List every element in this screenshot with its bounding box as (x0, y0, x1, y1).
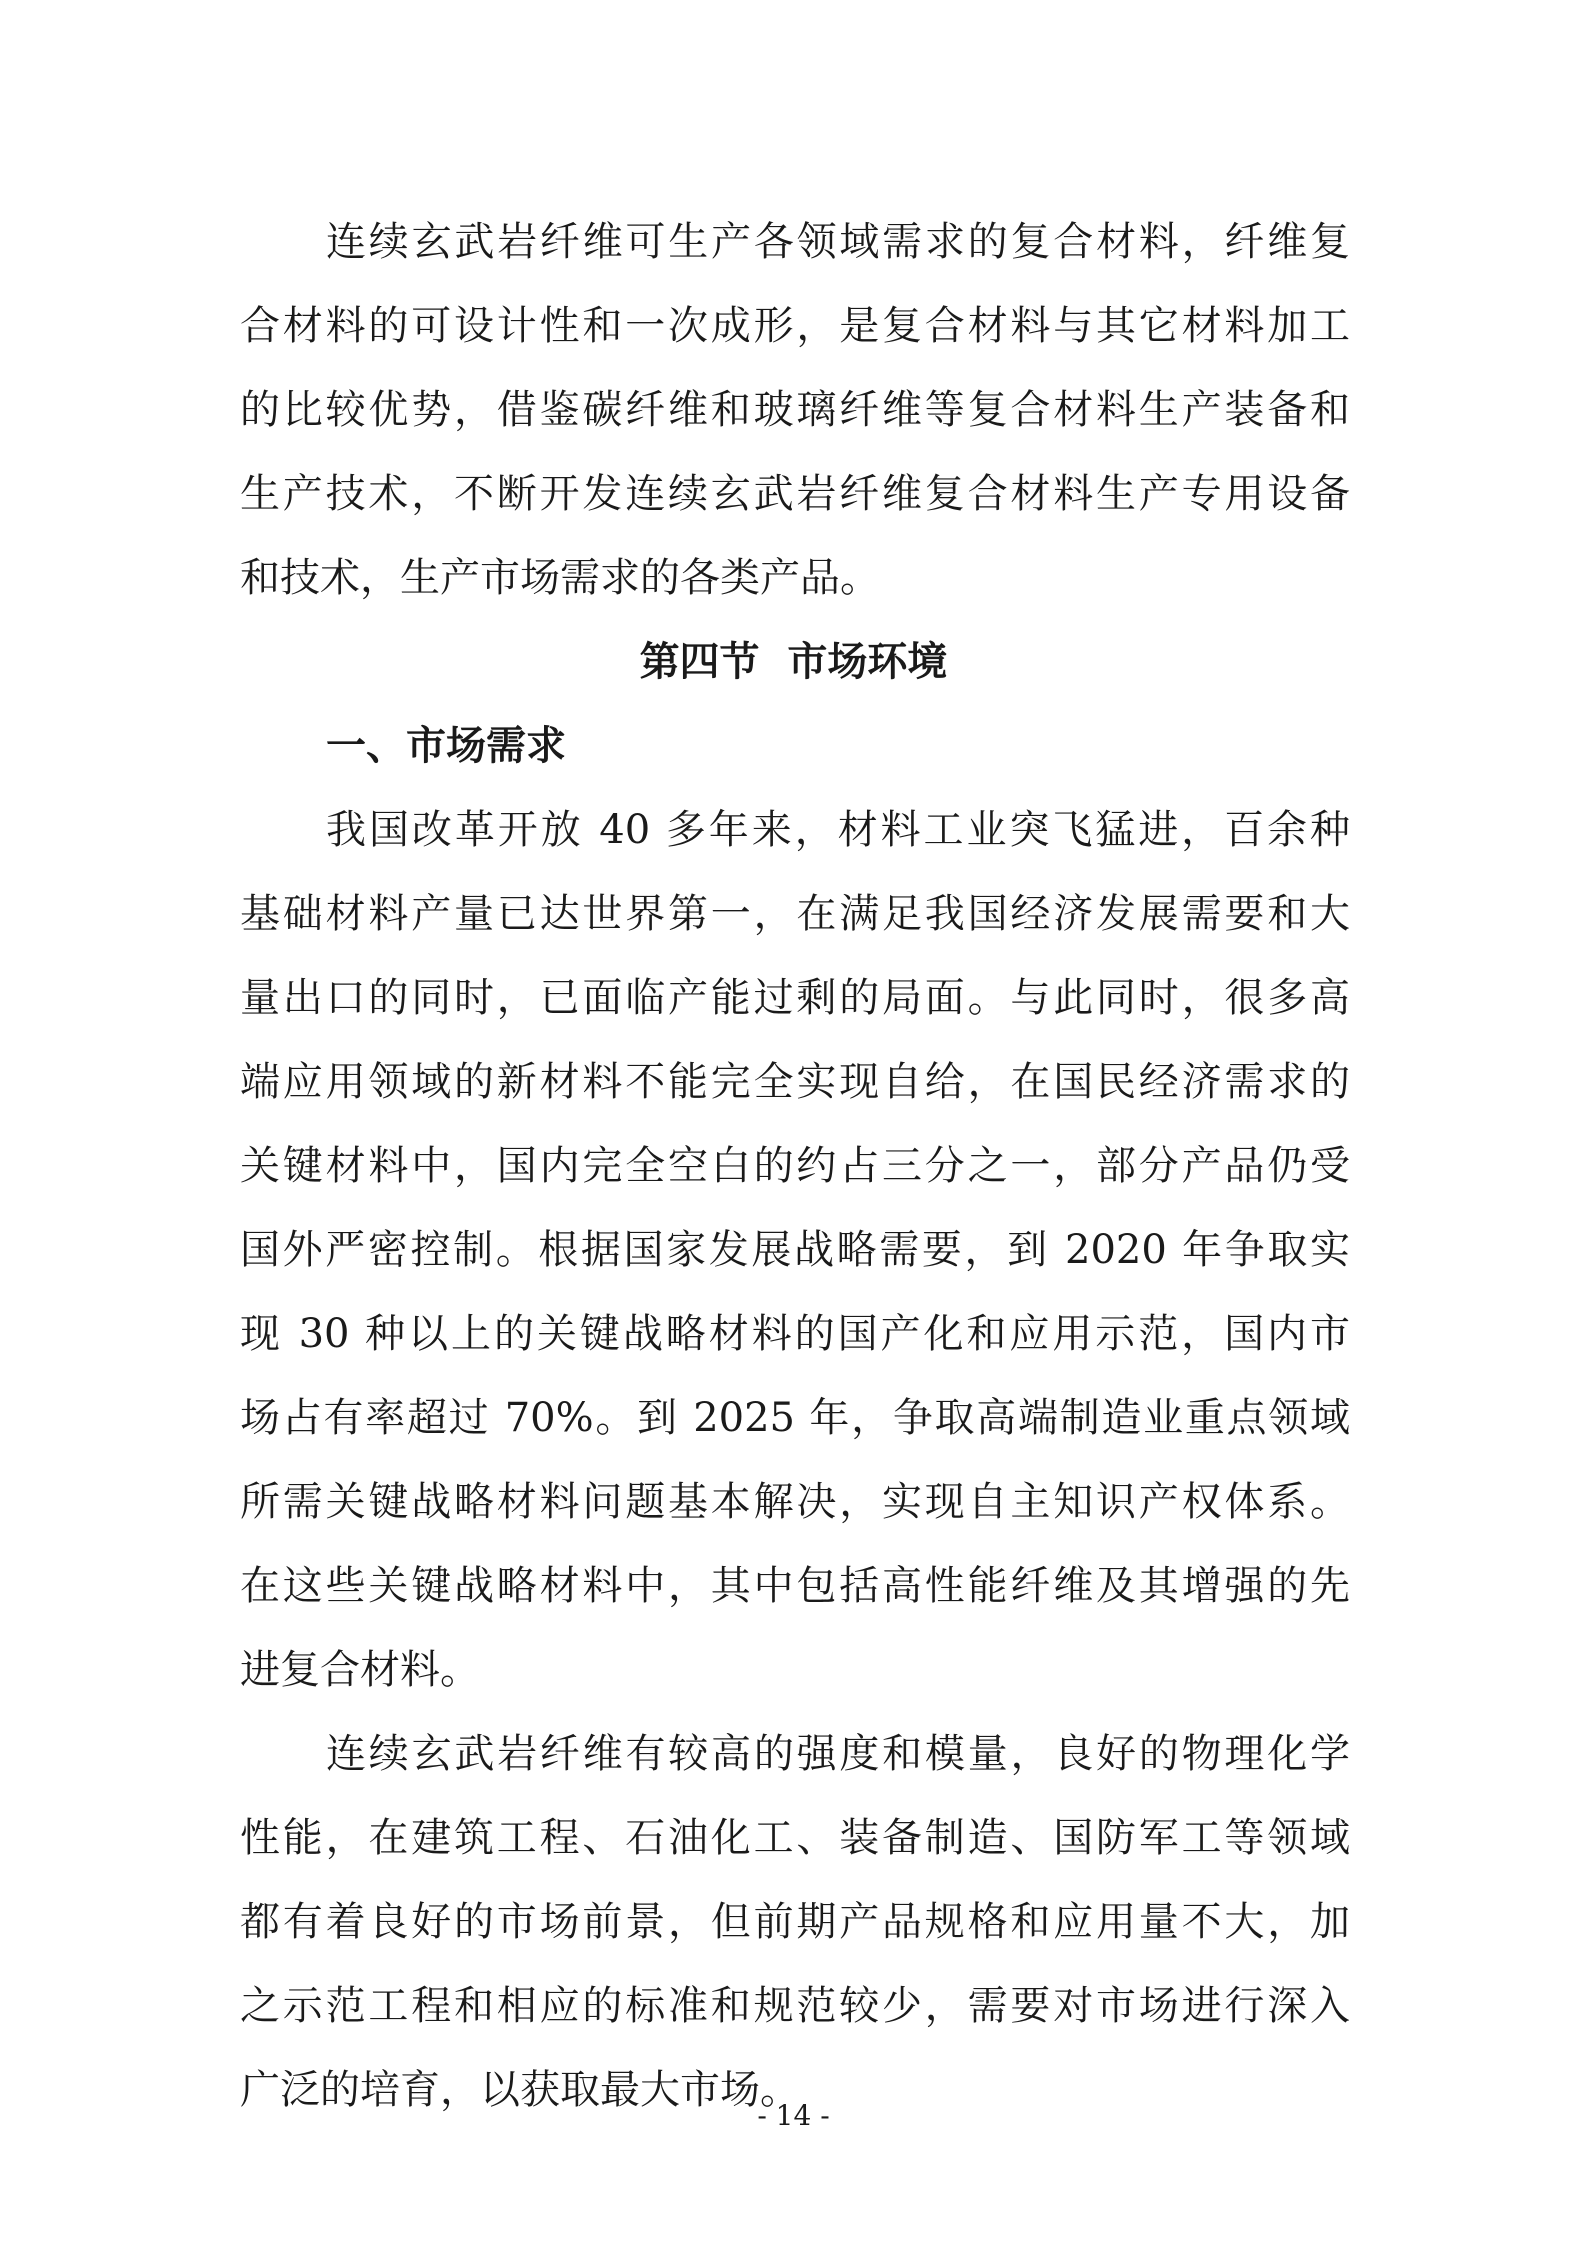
section-title: 第四节 市场环境 (639, 639, 948, 685)
paragraph-line: 之示范工程和相应的标准和规范较少，需要对市场进行深入 (240, 1983, 1350, 2029)
paragraph-line: 进复合材料。 (240, 1647, 480, 1693)
paragraph-line: 场占有率超过 70%。到 2025 年，争取高端制造业重点领域 (240, 1395, 1350, 1441)
paragraph-line: 端应用领域的新材料不能完全实现自给，在国民经济需求的 (240, 1059, 1350, 1105)
paragraph-line: 在这些关键战略材料中，其中包括高性能纤维及其增强的先 (240, 1563, 1350, 1609)
paragraph-line: 我国改革开放 40 多年来，材料工业突飞猛进，百余种 (326, 807, 1350, 853)
page-number: - 14 - (757, 2099, 830, 2132)
paragraph-line: 基础材料产量已达世界第一，在满足我国经济发展需要和大 (240, 891, 1350, 937)
paragraph-line: 广泛的培育，以获取最大市场。 (240, 2067, 800, 2113)
paragraph-line: 连续玄武岩纤维有较高的强度和模量，良好的物理化学 (326, 1731, 1350, 1777)
paragraph-line: 和技术，生产市场需求的各类产品。 (240, 555, 880, 601)
paragraph-line: 所需关键战略材料问题基本解决，实现自主知识产权体系。 (240, 1479, 1350, 1525)
paragraph-line: 性能，在建筑工程、石油化工、装备制造、国防军工等领域 (240, 1815, 1350, 1861)
paragraph-line: 的比较优势，借鉴碳纤维和玻璃纤维等复合材料生产装备和 (240, 387, 1350, 433)
paragraph-line: 量出口的同时，已面临产能过剩的局面。与此同时，很多高 (240, 975, 1350, 1021)
subsection-title: 一、市场需求 (326, 723, 566, 769)
paragraph-line: 国外严密控制。根据国家发展战略需要，到 2020 年争取实 (240, 1227, 1350, 1273)
paragraph-line: 都有着良好的市场前景，但前期产品规格和应用量不大，加 (240, 1899, 1350, 1945)
paragraph-line: 关键材料中，国内完全空白的约占三分之一，部分产品仍受 (240, 1143, 1350, 1189)
paragraph-line: 生产技术，不断开发连续玄武岩纤维复合材料生产专用设备 (240, 471, 1350, 517)
paragraph-line: 现 30 种以上的关键战略材料的国产化和应用示范，国内市 (240, 1311, 1350, 1357)
paragraph-line: 连续玄武岩纤维可生产各领域需求的复合材料，纤维复 (326, 219, 1350, 265)
paragraph-line: 合材料的可设计性和一次成形，是复合材料与其它材料加工 (240, 303, 1350, 349)
